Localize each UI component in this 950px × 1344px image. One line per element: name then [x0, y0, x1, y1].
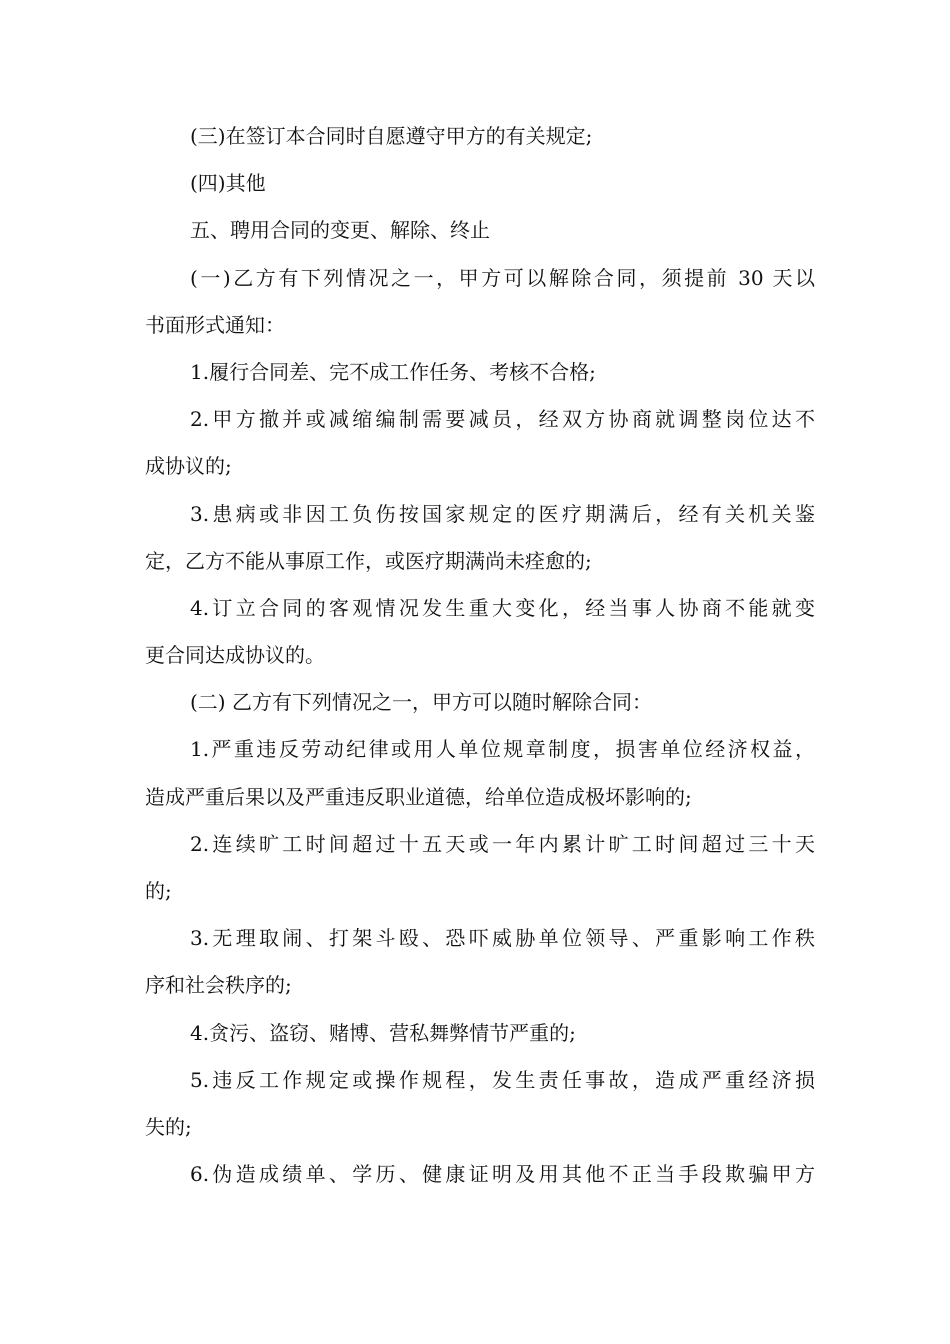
text-line: 4.贪污、盗窃、赌博、营私舞弊情节严重的;	[190, 1020, 576, 1045]
document-body	[145, 113, 815, 1198]
text-line: 定，乙方不能从事原工作，或医疗期满尚未痊愈的;	[145, 548, 592, 573]
text-line: 造成严重后果以及严重违反职业道德，给单位造成极坏影响的;	[145, 784, 692, 809]
text-line: 1.履行合同差、完不成工作任务、考核不合格;	[190, 359, 596, 384]
section-heading: 五、聘用合同的变更、解除、终止	[190, 218, 490, 243]
text-line: 失的;	[145, 1114, 192, 1139]
text-line: 3.无理取闹、打架斗殴、恐吓威胁单位领导、严重影响工作秩	[190, 926, 815, 951]
text-line: 的;	[145, 879, 172, 903]
text-line: 2.连续旷工时间超过十五天或一年内累计旷工时间超过三十天	[190, 831, 815, 856]
text-line: 成协议的;	[145, 454, 232, 479]
text-line: 更合同达成协议的。	[145, 643, 325, 668]
text-line: (二) 乙方有下列情况之一，甲方可以随时解除合同：	[190, 690, 652, 715]
text-line: 3.患病或非因工负伤按国家规定的医疗期满后，经有关机关鉴	[190, 501, 815, 526]
text-line: 4.订立合同的客观情况发生重大变化，经当事人协商不能就变	[190, 595, 815, 620]
text-line: 6.伪造成绩单、学历、健康证明及用其他不正当手段欺骗甲方	[190, 1162, 815, 1187]
text-line: (四)其他	[190, 171, 266, 196]
text-line: 5.违反工作规定或操作规程，发生责任事故，造成严重经济损	[190, 1067, 815, 1092]
text-line: (三)在签订本合同时自愿遵守甲方的有关规定;	[190, 124, 593, 148]
text-line: (一)乙方有下列情况之一，甲方可以解除合同，须提前 30 天以	[190, 265, 815, 290]
text-line: 2.甲方撤并或减缩编制需要减员，经双方协商就调整岗位达不	[190, 407, 815, 432]
text-line: 1.严重违反劳动纪律或用人单位规章制度，损害单位经济权益，	[190, 737, 815, 762]
text-line: 书面形式通知：	[145, 312, 285, 337]
text-line: 序和社会秩序的;	[145, 973, 292, 998]
